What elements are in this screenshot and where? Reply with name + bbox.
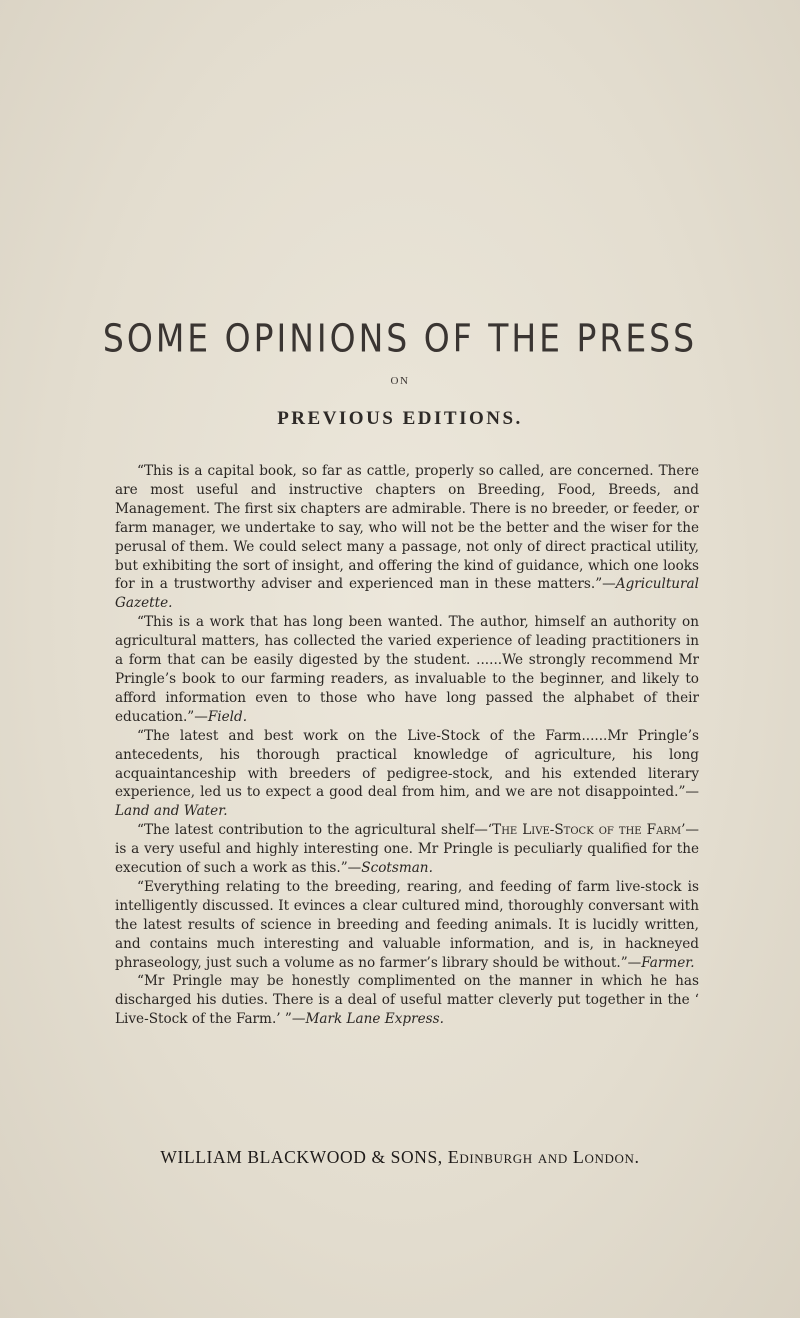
- publisher-name: WILLIAM BLACKWOOD & SONS,: [160, 1147, 448, 1167]
- publisher-place: Edinburgh and London.: [447, 1147, 640, 1167]
- review-source: Scotsman.: [361, 860, 433, 877]
- review-text: “This is a capital book, so far as cattle, properly so called, are concerned. There are most useful and instructive chapters on Breeding, Food, Breeds, and Management. The first six chapters are admirable. There is no breeder, or feeder, or farm manager, we undertake to say, who will not be the better and the wiser for the perusal of them. We could select many a passage, not only of direct practical utility, but exhibiting the sort of insight, and offering the kind of guidance, which one looks for in a trustworthy adviser and experienced man in these matters.”—: [115, 463, 699, 593]
- book-title: The Live-Stock of the Farm: [492, 822, 682, 839]
- review-source: Mark Lane Express.: [305, 1011, 444, 1028]
- review-source: Agricultural Gazette.: [115, 576, 699, 612]
- publisher-imprint: [0, 1147, 800, 1168]
- review-land-and-water: [115, 727, 699, 822]
- page-subtitle: PREVIOUS EDITIONS.: [277, 408, 523, 429]
- review-text-continued: ’—is a very useful and highly interesting one. Mr Pringle is peculiarly qualified for the execution of such a work as this.”—: [115, 822, 699, 877]
- review-source: Land and Water.: [115, 803, 228, 820]
- review-scotsman: [115, 821, 699, 878]
- review-text: “The latest and best work on the Live-Stock of the Farm......Mr Pringle’s antecedents, his thorough practical knowledge of agriculture, his long acquaintanceship with breeders of pedigree-stock, and his extended literary experience, led us to expect a good deal from him, and we are not disappointed.”—: [115, 727, 699, 801]
- review-source: Field.: [207, 708, 248, 725]
- review-text: “This is a work that has long been wanted. The author, himself an authority on agricultural matters, has collected the varied experience of leading practitioners in a form that can be easily digested by the student. ......We strongly recommend Mr Pringle’s book to our farming readers, as invaluable to the beginner, and likely to afford information even to those who have long passed the alphabet of their education.”—: [115, 614, 699, 725]
- review-farmer: [115, 878, 699, 973]
- page-title: SOME OPINIONS OF THE PRESS: [102, 316, 698, 361]
- review-source: Farmer.: [641, 954, 695, 971]
- review-text: “The latest contribution to the agricultural shelf—‘: [137, 822, 493, 839]
- review-agricultural-gazette: [115, 462, 699, 613]
- review-text: “Mr Pringle may be honestly complimented on the manner in which he has discharged his duties. There is a deal of useful matter cleverly put together in the ‘ Live-Stock of the Farm.’ ”—: [115, 973, 699, 1028]
- press-reviews: [115, 462, 699, 1029]
- title-connector: ON: [390, 375, 410, 387]
- review-mark-lane-express: [115, 972, 699, 1029]
- review-text: “Everything relating to the breeding, rearing, and feeding of farm live-stock is intelligently discussed. It evinces a clear cultured mind, thoroughly conversant with the latest results of science in breeding and feeding animals. It is lucidly written, and contains much interesting and valuable information, and is, in hackneyed phraseology, just such a volume as no farmer’s library should be without.”—: [115, 878, 699, 971]
- review-field: [115, 613, 699, 726]
